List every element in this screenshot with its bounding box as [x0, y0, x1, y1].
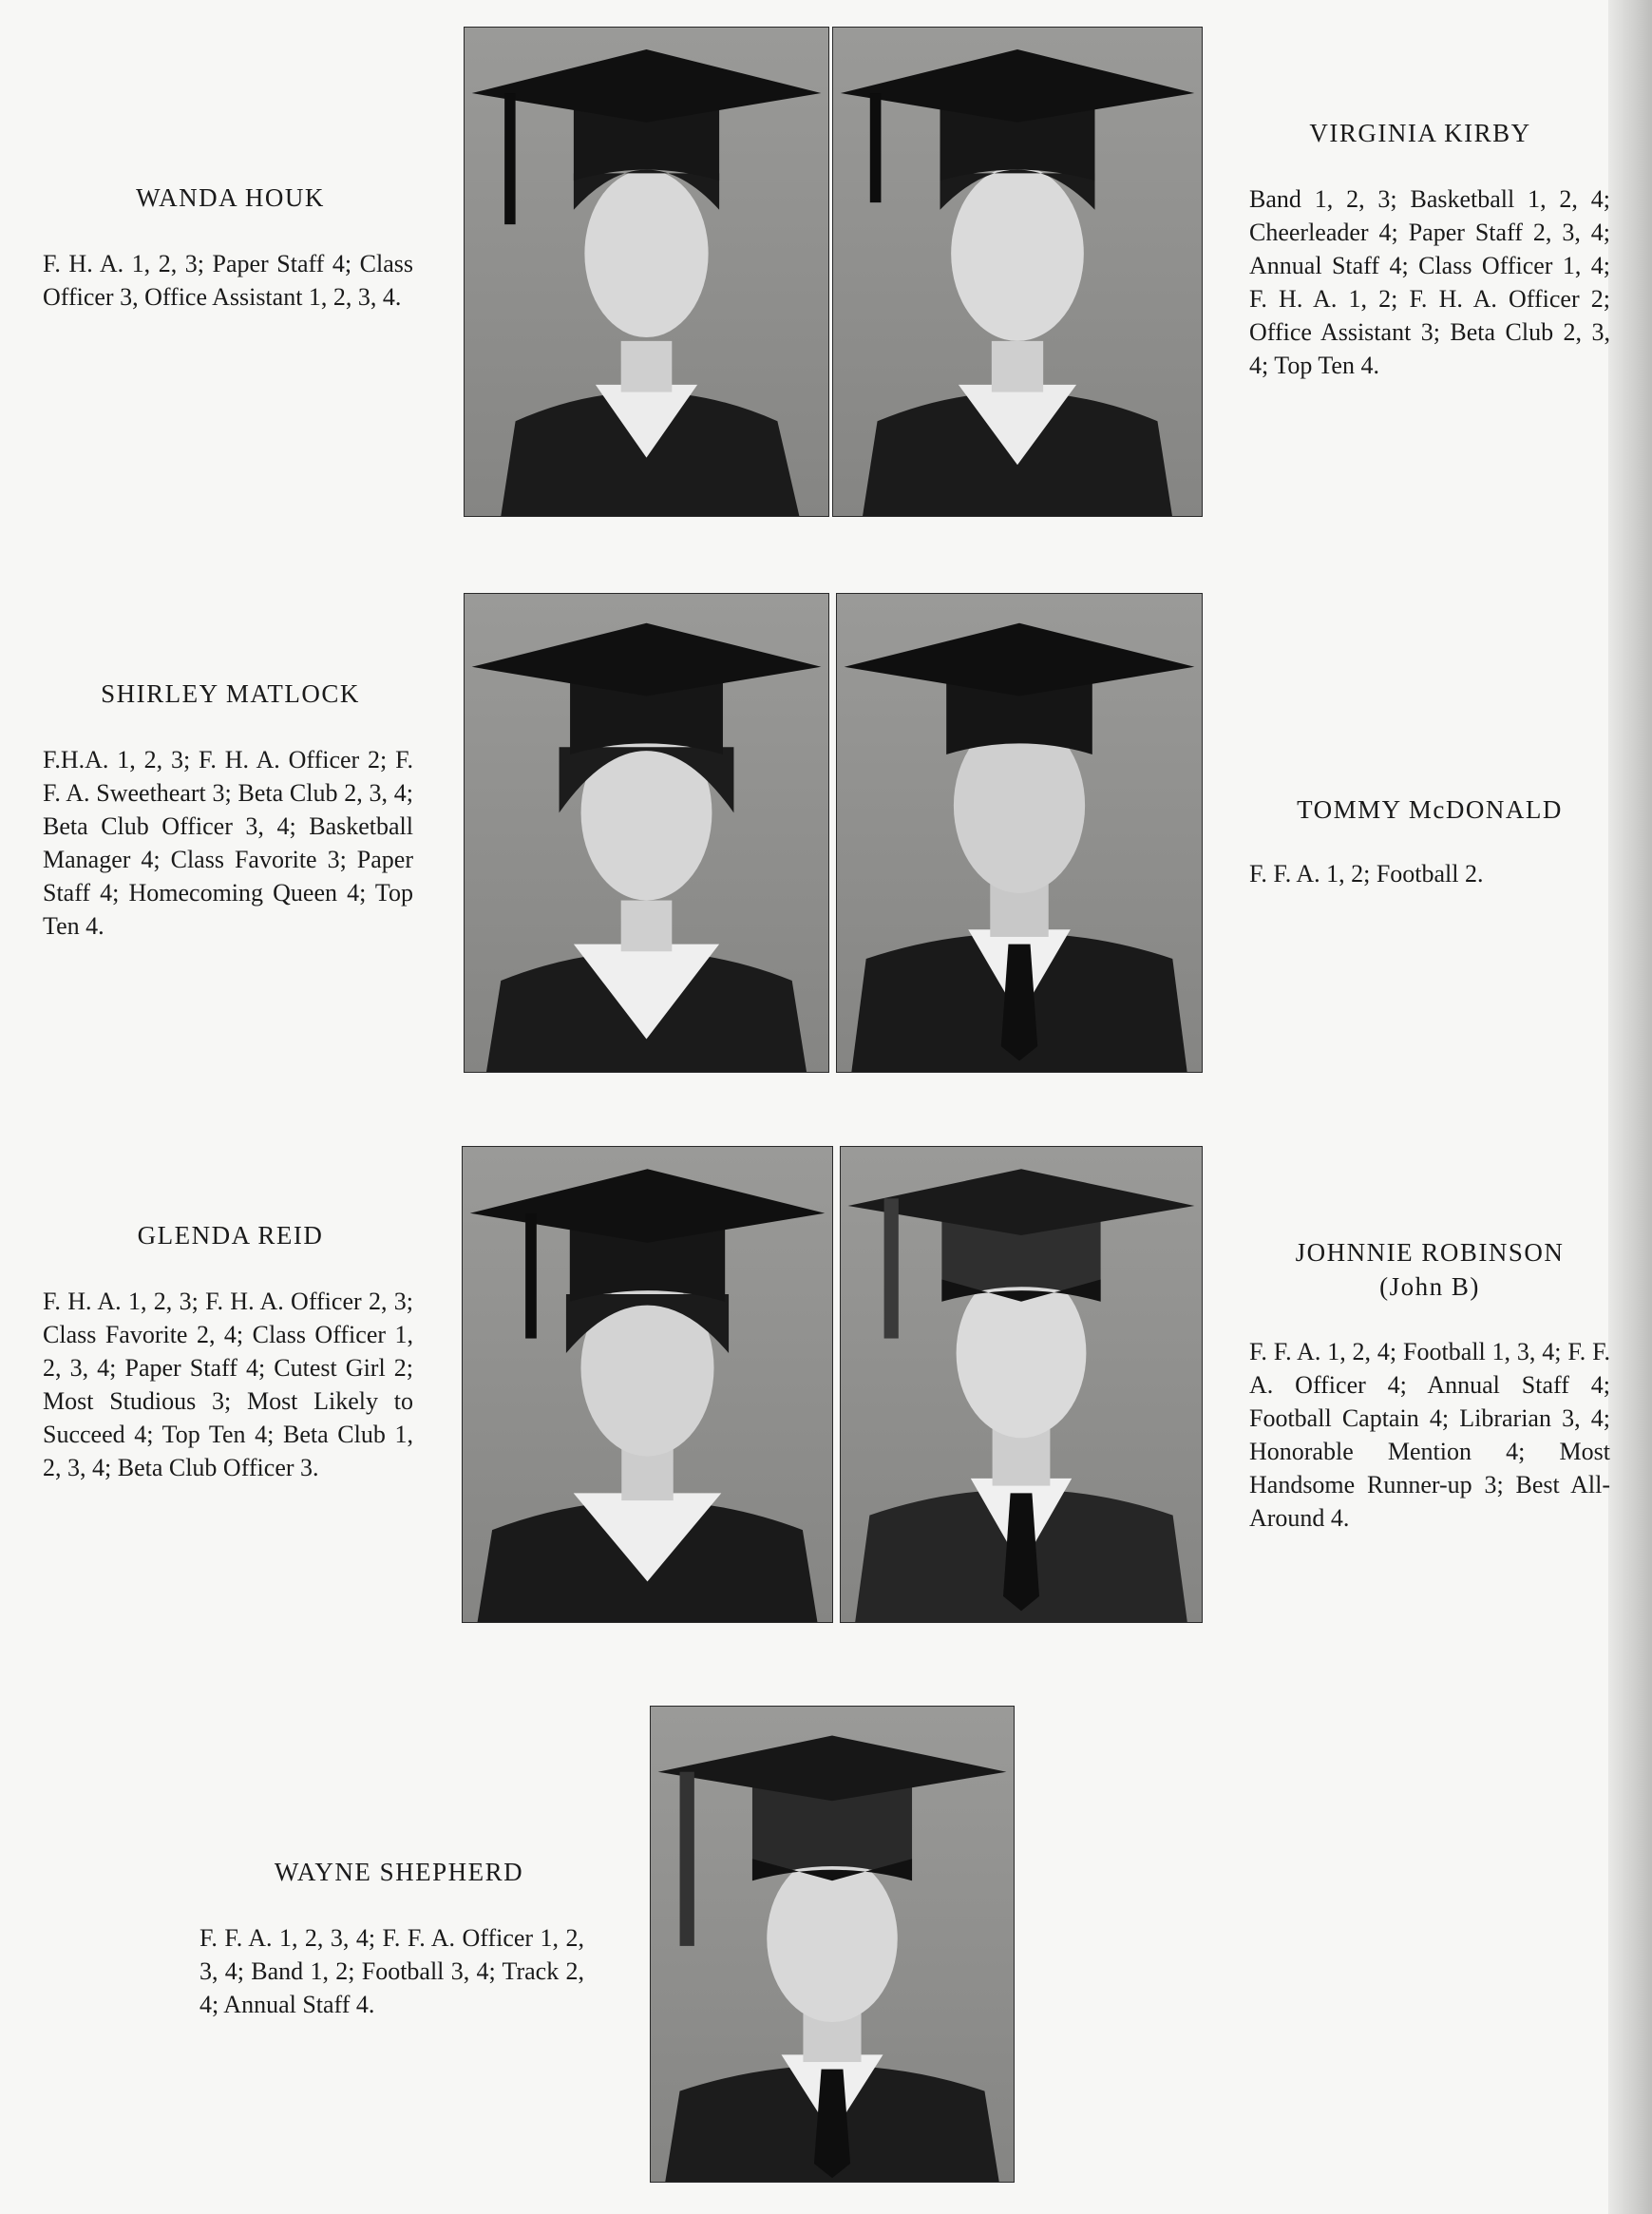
student-name-virginia-kirby: VIRGINIA KIRBY — [1309, 119, 1531, 147]
portrait-glenda-reid — [462, 1146, 833, 1623]
student-name-glenda-reid: GLENDA REID — [137, 1221, 324, 1250]
student-name-shirley-matlock: SHIRLEY MATLOCK — [101, 679, 360, 708]
portrait-johnnie-robinson — [840, 1146, 1203, 1623]
portrait-wayne-shepherd — [650, 1706, 1015, 2183]
page-spine-shadow — [1608, 0, 1652, 2214]
student-nickname-johnnie-robinson: (John B) — [1379, 1272, 1480, 1301]
portrait-virginia-kirby — [832, 27, 1203, 517]
portrait-wanda-houk — [464, 27, 829, 517]
student-name-tommy-mcdonald: TOMMY McDONALD — [1297, 795, 1563, 824]
student-bio-glenda-reid: F. H. A. 1, 2, 3; F. H. A. Officer 2, 3; Class Favorite 2, 4; Class Officer 1, 2, 3, 4; Paper Staff 4; Cutest Girl 2; Most Studious 3; Most Likely to Succeed 4; Top Ten 4; Beta Club 1, 2, 3, 4; Beta Club Officer 3. — [43, 1288, 413, 1481]
student-bio-wanda-houk: F. H. A. 1, 2, 3; Paper Staff 4; Class Officer 3, Office Assistant 1, 2, 3, 4. — [43, 250, 413, 311]
student-name-wanda-houk: WANDA HOUK — [136, 183, 325, 212]
student-name-wayne-shepherd: WAYNE SHEPHERD — [274, 1858, 524, 1886]
portrait-shirley-matlock — [464, 593, 829, 1073]
student-name-johnnie-robinson: JOHNNIE ROBINSON — [1295, 1238, 1565, 1267]
student-bio-shirley-matlock: F.H.A. 1, 2, 3; F. H. A. Officer 2; F. F. A. Sweetheart 3; Beta Club 2, 3, 4; Beta Club Officer 3, 4; Basketball Manager 4; Class Favorite 3; Paper Staff 4; Homecoming Queen 4; Top Ten 4. — [43, 746, 413, 940]
student-bio-tommy-mcdonald: F. F. A. 1, 2; Football 2. — [1249, 860, 1484, 888]
portrait-tommy-mcdonald — [836, 593, 1203, 1073]
student-bio-johnnie-robinson: F. F. A. 1, 2, 4; Football 1, 3, 4; F. F. A. Officer 4; Annual Staff 4; Football Captain 4; Librarian 3, 4; Honorable Mention 4; Most Handsome Runner-up 3; Best All-Around 4. — [1249, 1338, 1610, 1532]
student-bio-virginia-kirby: Band 1, 2, 3; Basketball 1, 2, 4; Cheerleader 4; Paper Staff 2, 3, 4; Annual Staff 4; Class Officer 1, 4; F. H. A. 1, 2; F. H. A. Officer 2; Office Assistant 3; Beta Club 2, 3, 4; Top Ten 4. — [1249, 185, 1610, 379]
student-bio-wayne-shepherd: F. F. A. 1, 2, 3, 4; F. F. A. Officer 1, 2, 3, 4; Band 1, 2; Football 3, 4; Track 2, 4; Annual Staff 4. — [199, 1924, 584, 2018]
